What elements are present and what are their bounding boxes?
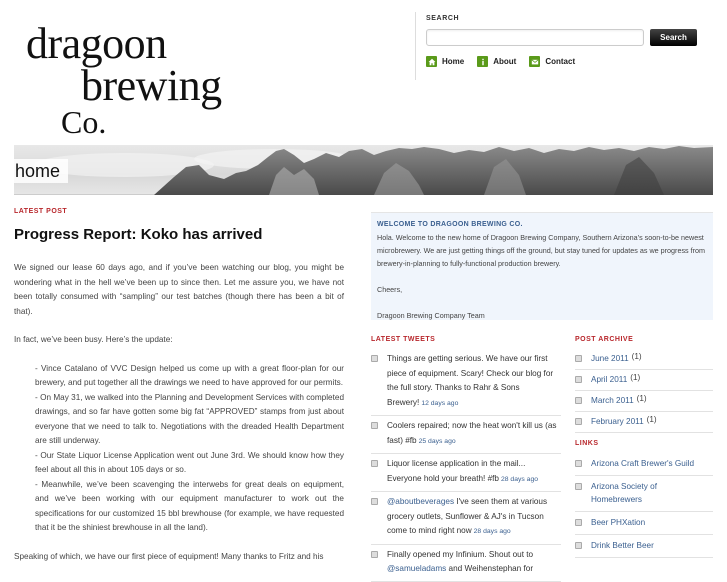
home-icon	[426, 56, 437, 67]
external-link[interactable]: Drink Better Beer	[591, 541, 654, 550]
tweet-text: Liquor license application in the mail... Everyone hold your breath! #fb	[387, 459, 526, 483]
archive-link[interactable]: February 2011	[591, 417, 644, 426]
bullet-icon	[371, 551, 378, 558]
post-paragraph: We signed our lease 60 days ago, and if you’ve been watching our blog, you might be wondering what in the hell we’ve been up to since then. Let me assure you, we have not been totally consumed with “sampling” our test batches (though there has been a bit of that).	[14, 263, 344, 316]
archive-link[interactable]: March 2011	[591, 396, 634, 405]
nav-contact[interactable]	[529, 56, 575, 67]
logo-line-2: brewing	[81, 61, 222, 110]
tweet-time[interactable]: 28 days ago	[500, 475, 539, 483]
tweet-text: Finally opened my Infinium. Shout out to	[387, 549, 534, 559]
archive-count: (1)	[636, 394, 647, 403]
nav-about-label: About	[493, 57, 517, 66]
page-banner	[14, 145, 713, 195]
bullet-icon	[575, 542, 582, 549]
links	[575, 440, 713, 558]
bullet-icon	[371, 422, 378, 429]
external-link[interactable]: Arizona Craft Brewer's Guild	[591, 459, 695, 468]
archive-link[interactable]: June 2011	[591, 354, 629, 363]
search-button[interactable]: Search	[650, 29, 697, 46]
welcome-intro: Hola. Welcome to the new home of Dragoon Brewing Company, Southern Arizona’s soon-to-be newest microbrewery. We are just getting things off the ground, but stay tuned for updates as we progress from brewery-in-planning to fully-functional production brewery.	[377, 233, 705, 268]
search-input[interactable]	[426, 29, 644, 46]
external-link[interactable]: Beer PHXation	[591, 518, 646, 527]
post-bullet: - Our State Liquor License Application went out June 3rd. We should know how they feel about all this in about 105 days or so.	[35, 450, 344, 474]
welcome-signoff: Dragoon Brewing Company Team	[377, 311, 485, 320]
tweet-item	[371, 492, 561, 545]
bullet-icon	[575, 460, 582, 467]
archive-count: (1)	[630, 373, 641, 382]
archive-label: POST ARCHIVE	[575, 336, 634, 343]
archive-count: (1)	[646, 415, 657, 424]
header-tools	[415, 12, 727, 80]
tweets-label: LATEST TWEETS	[371, 336, 436, 343]
search-form	[426, 29, 727, 46]
archive-link[interactable]: April 2011	[591, 375, 628, 384]
mountain-image	[14, 145, 713, 195]
bullet-icon	[371, 498, 378, 505]
welcome-cheers: Cheers,	[377, 285, 403, 294]
welcome-title: WELCOME TO DRAGOON BREWING CO.	[377, 221, 523, 228]
bullet-icon	[575, 376, 582, 383]
tweet-item	[371, 349, 561, 416]
site-logo[interactable]	[26, 19, 266, 140]
info-icon	[477, 56, 488, 67]
tweet-text: and Weihenstephan for	[446, 564, 534, 573]
post-bullet: - Vince Catalano of VVC Design helped us come up with a great floor-plan for our brewery, and put together all the drawings we need to have approved for our permits.	[35, 363, 344, 387]
welcome-text	[377, 231, 707, 322]
external-link[interactable]: Arizona Society of Homebrewers	[591, 482, 657, 504]
bullet-icon	[575, 397, 582, 404]
link-item	[575, 512, 713, 535]
archive-item	[575, 391, 713, 412]
logo-line-3: Co.	[61, 104, 107, 140]
archive-item	[575, 349, 713, 370]
nav-about[interactable]	[477, 56, 516, 67]
link-item	[575, 453, 713, 476]
archive-item	[575, 412, 713, 433]
page-title: home	[14, 159, 68, 183]
post-paragraph: Speaking of which, we have our first piece of equipment! Many thanks to Fritz and his	[14, 551, 324, 561]
tweet-time[interactable]: 12 days ago	[421, 399, 459, 407]
bullet-icon	[575, 483, 582, 490]
post-bullet: - Meanwhile, we’ve been scavenging the interwebs for great deals on equipment, and we’ve been working with our equipment manufacturer to work out the specifications for our customized 15 bbl brewhouse (for example, we have requested that it be the shiniest brewhouse in all the land).	[35, 479, 344, 532]
bullet-icon	[575, 355, 582, 362]
post-bullet: - On May 31, we walked into the Planning and Development Services with completed drawings, and so far have gotten some big fat “APPROVED” stamps from just about everyone that we need to talk to. Negotiations with the dreaded Health Department are still underway.	[35, 392, 344, 445]
latest-post-label: LATEST POST	[14, 208, 68, 215]
link-item	[575, 476, 713, 512]
tweet-item	[371, 416, 561, 454]
logo-line-1: dragoon	[26, 19, 167, 68]
bullet-icon	[371, 460, 378, 467]
welcome-box	[371, 212, 713, 320]
links-label: LINKS	[575, 440, 599, 447]
latest-tweets	[371, 336, 561, 582]
latest-post	[14, 208, 344, 578]
link-item	[575, 535, 713, 558]
post-archive	[575, 336, 713, 433]
bullet-icon	[575, 519, 582, 526]
tweet-text: I've seen them at various grocery outlets, Sunflower & AJ's in Tucson come to mind right now	[387, 497, 548, 535]
nav-contact-label: Contact	[545, 57, 576, 66]
archive-item	[575, 370, 713, 391]
tweet-item	[371, 454, 561, 492]
tweet-text: Coolers repaired; now the heat won't kill us (as fast) #fb	[387, 421, 557, 445]
post-paragraph: In fact, we’ve been busy. Here’s the update:	[14, 335, 173, 344]
nav-home[interactable]	[426, 56, 464, 67]
tweet-time[interactable]: 25 days ago	[418, 437, 456, 445]
mail-icon	[529, 56, 540, 67]
nav-home-label: Home	[442, 57, 465, 66]
tweet-mention[interactable]: @aboutbeverages	[387, 497, 455, 506]
tweet-time[interactable]: 28 days ago	[473, 528, 511, 535]
bullet-icon	[575, 418, 582, 425]
post-body	[14, 261, 344, 564]
post-title[interactable]: Progress Report: Koko has arrived	[14, 226, 263, 243]
tweet-mention[interactable]: @samueladams	[387, 564, 447, 573]
top-nav	[426, 56, 727, 67]
archive-count: (1)	[631, 352, 642, 361]
tweet-item	[371, 545, 561, 582]
bullet-icon	[371, 355, 378, 362]
tweet-text: Things are getting serious. We have our first piece of equipment. Scary! Check our blog for the full story. Thanks to Rahr & Sons Brewery!	[387, 354, 554, 407]
search-label: SEARCH	[426, 15, 460, 22]
